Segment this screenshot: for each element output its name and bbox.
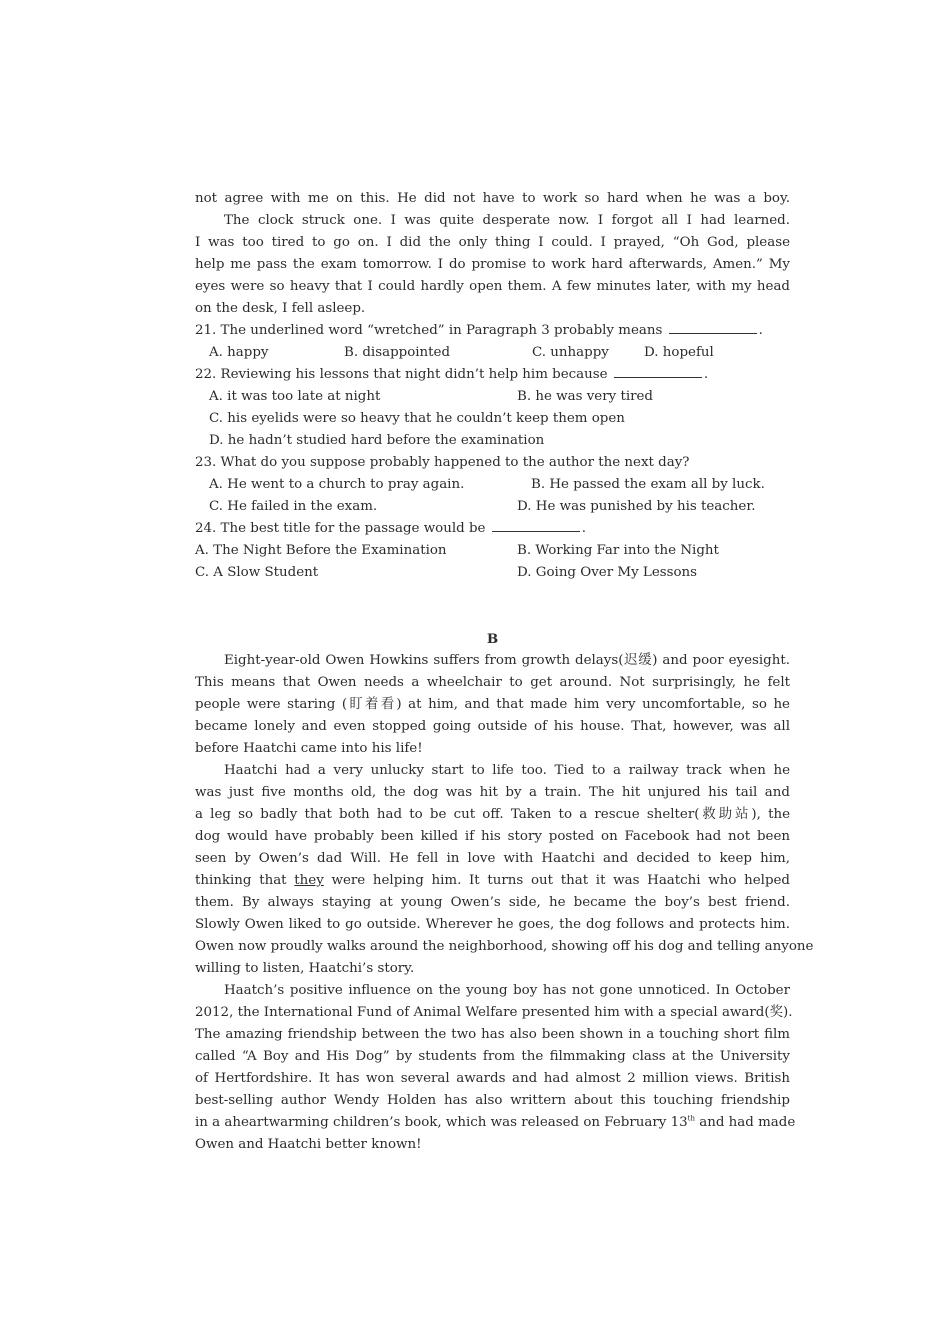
text-line: Haatchi had a very unlucky start to life too. Tied to a railway track when he: [224, 763, 790, 778]
options-row: [195, 562, 790, 584]
text-line: of Hertfordshire. It has won several awards and had almost 2 million views. British: [195, 1071, 790, 1086]
option-c: C. A Slow Student: [195, 565, 319, 580]
text-line: became lonely and even stopped going outside of his house. That, however, was all: [195, 719, 790, 734]
passage-b-paragraph-2: [195, 760, 814, 980]
text-line: them. By always staying at young Owen’s side, he became the boy’s best friend.: [195, 895, 790, 910]
text-line: not agree with me on this. He did not have to work so hard when he was a boy.: [195, 191, 790, 206]
question-21: [195, 320, 790, 364]
text-line: before Haatchi came into his life!: [195, 741, 423, 756]
option-b: B. He passed the exam all by luck.: [531, 477, 765, 492]
question-23: [195, 452, 790, 518]
text-line: Eight-year-old Owen Howkins suffers from growth delays(迟缓) and poor eyesight.: [224, 653, 790, 668]
options-row: [195, 540, 790, 562]
question-stem: 24. The best title for the passage would be .: [195, 521, 586, 536]
question-24: [195, 518, 790, 584]
text-line: Haatch’s positive influence on the young boy has not gone unnoticed. In October: [224, 983, 790, 998]
text-line: dog would have probably been killed if his story posted on Facebook had not been: [195, 829, 790, 844]
option-c: C. unhappy: [532, 345, 609, 360]
section-heading: B: [486, 631, 499, 647]
text-line: was just five months old, the dog was hit by a train. The hit unjured his tail and: [195, 785, 790, 800]
option-c: C. his eyelids were so heavy that he couldn’t keep them open: [209, 411, 625, 426]
option-c: C. He failed in the exam.: [209, 499, 378, 514]
text-line: The clock struck one. I was quite desperate now. I forgot all I had learned.: [224, 213, 790, 228]
text-line: eyes were so heavy that I could hardly open them. A few minutes later, with my head: [195, 279, 790, 294]
underlined-word: they: [294, 873, 324, 888]
option-a: A. happy: [209, 345, 269, 360]
question-stem: 21. The underlined word “wretched” in Paragraph 3 probably means .: [195, 323, 763, 338]
passage-a: [195, 188, 790, 320]
text-line: seen by Owen’s dad Will. He fell in love with Haatchi and decided to keep him,: [195, 851, 790, 866]
option-a: A. He went to a church to pray again.: [209, 477, 465, 492]
question-stem: 22. Reviewing his lessons that night didn’t help him because .: [195, 367, 709, 382]
answer-blank: [669, 321, 757, 334]
text-line: 2012, the International Fund of Animal Welfare presented him with a special award(奖).: [195, 1005, 793, 1020]
options-row: [195, 474, 790, 496]
text-line: in a aheartwarming children’s book, which was released on February 13th and had made: [195, 1114, 796, 1130]
text-line: thinking that they were helping him. It turns out that it was Haatchi who helped: [195, 873, 791, 888]
text-line: Owen now proudly walks around the neighborhood, showing off his dog and telling anyone: [195, 939, 814, 954]
text-line: willing to listen, Haatchi’s story.: [195, 961, 415, 976]
text-line: help me pass the exam tomorrow. I do promise to work hard afterwards, Amen.” My: [195, 257, 790, 272]
text-line: I was too tired to go on. I did the only thing I could. I prayed, “Oh God, please: [195, 235, 790, 250]
passage-b-paragraph-3: [195, 980, 796, 1156]
options-row: [195, 342, 790, 364]
option-b: B. disappointed: [344, 345, 451, 360]
answer-blank: [492, 519, 580, 532]
document-page: [195, 188, 814, 1156]
option-a: A. it was too late at night: [209, 389, 381, 404]
text-line: best-selling author Wendy Holden has also writtern about this touching friendship: [195, 1093, 790, 1108]
text-line: Slowly Owen liked to go outside. Wherever he goes, the dog follows and protects him.: [195, 917, 790, 932]
option-d: D. he hadn’t studied hard before the examination: [209, 433, 545, 448]
option-b: B. he was very tired: [517, 389, 654, 404]
text-line: The amazing friendship between the two has also been shown in a touching short film: [195, 1027, 790, 1042]
text-line: people were staring (盯着看) at him, and that made him very uncomfortable, so he: [195, 697, 790, 712]
text-line: a leg so badly that both had to be cut off. Taken to a rescue shelter(救助站), the: [195, 807, 790, 822]
answer-blank: [614, 365, 702, 378]
option-d: D. Going Over My Lessons: [517, 565, 698, 580]
text-line: This means that Owen needs a wheelchair to get around. Not surprisingly, he felt: [195, 675, 790, 690]
question-stem: 23. What do you suppose probably happened to the author the next day?: [195, 455, 690, 470]
text-line: Owen and Haatchi better known!: [195, 1137, 422, 1152]
option-d: D. hopeful: [644, 345, 714, 360]
option-d: D. He was punished by his teacher.: [517, 499, 756, 514]
text-line: called “A Boy and His Dog” by students from the filmmaking class at the University: [195, 1049, 790, 1064]
text-line: on the desk, I fell asleep.: [195, 301, 366, 316]
options-row: [195, 386, 790, 408]
question-22: [195, 364, 790, 452]
passage-b-paragraph-1: [195, 650, 790, 760]
options-row: [195, 496, 790, 518]
option-b: B. Working Far into the Night: [517, 543, 719, 558]
option-a: A. The Night Before the Examination: [195, 543, 447, 558]
